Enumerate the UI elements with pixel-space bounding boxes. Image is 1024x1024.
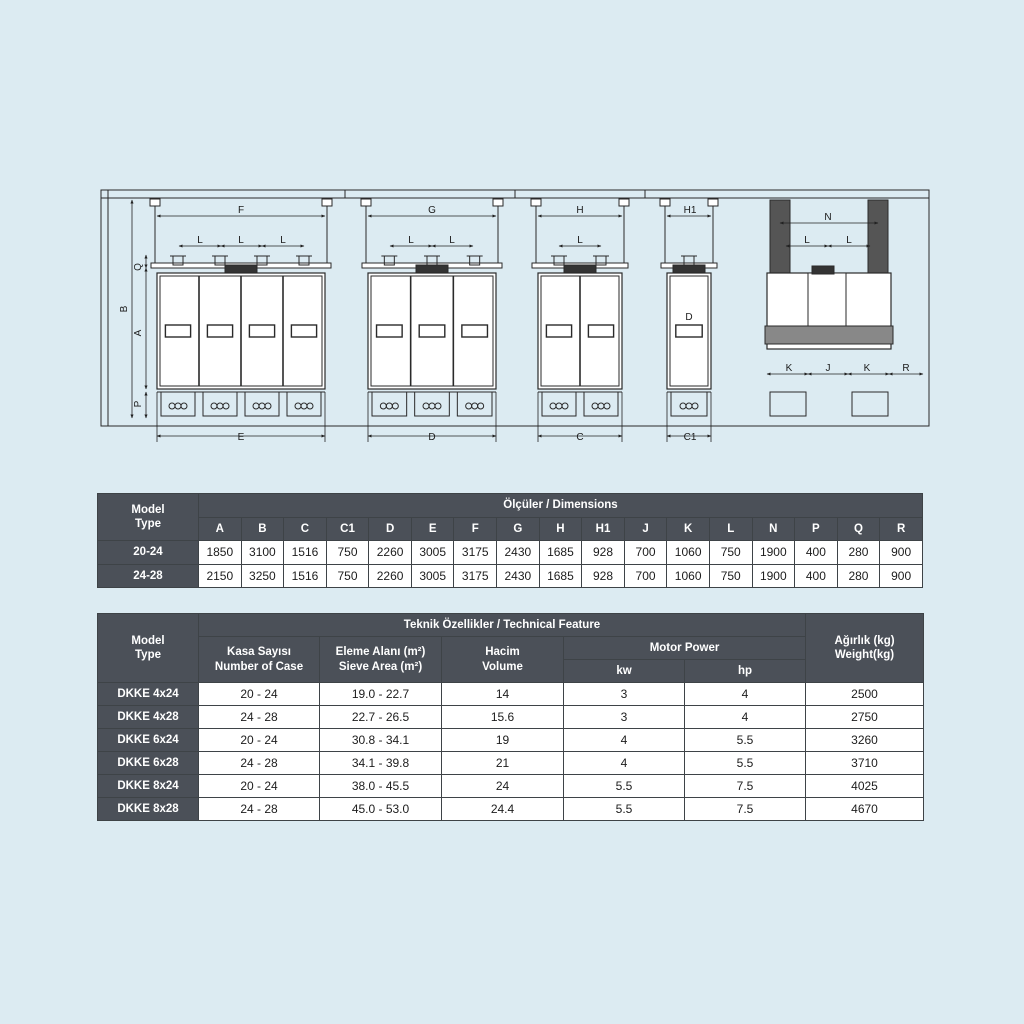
volume-cell: 24 <box>442 775 564 798</box>
sieve-area-header: Eleme Alanı (m²) Sieve Area (m²) <box>320 637 442 683</box>
weight-cell: 3710 <box>806 752 924 775</box>
base-bolt <box>175 403 181 409</box>
case-count-header: Kasa Sayısı Number of Case <box>199 637 320 683</box>
model-cell: DKKE 8x24 <box>98 775 199 798</box>
kw-header: kw <box>564 660 685 683</box>
dimension-value: 928 <box>582 541 625 565</box>
dimension-column-header: C1 <box>326 517 369 541</box>
side-foot <box>852 392 888 416</box>
sieve-cell: 34.1 - 39.8 <box>320 752 442 775</box>
hanger-clamp <box>150 199 160 206</box>
model-cell: DKKE 4x24 <box>98 683 199 706</box>
cases-cell: 24 - 28 <box>199 752 320 775</box>
base-foot <box>542 392 576 416</box>
dim-label: L <box>197 235 203 246</box>
dimension-value: 3250 <box>241 564 284 588</box>
base-bolt <box>478 403 484 409</box>
model-cell: DKKE 8x28 <box>98 798 199 821</box>
volume-cell: 24.4 <box>442 798 564 821</box>
dim-label: G <box>428 205 436 216</box>
dimension-column-header: C <box>284 517 327 541</box>
model-cell: DKKE 6x28 <box>98 752 199 775</box>
base-foot <box>415 392 450 416</box>
dimension-value: 1900 <box>752 541 795 565</box>
kw-cell: 4 <box>564 729 685 752</box>
dimension-value: 1685 <box>539 564 582 588</box>
weight-cell: 3260 <box>806 729 924 752</box>
base-bolt <box>181 403 187 409</box>
base-bolt <box>295 403 301 409</box>
base-bolt <box>259 403 265 409</box>
dim-label: D <box>685 312 693 323</box>
volume-cell: 19 <box>442 729 564 752</box>
dimension-column-header: J <box>624 517 667 541</box>
base-bolt <box>217 403 223 409</box>
base-bolt <box>550 403 556 409</box>
table-row <box>98 752 924 775</box>
dim-label: A <box>133 329 144 337</box>
dim-label: Q <box>133 263 144 271</box>
base-bolt <box>211 403 217 409</box>
model-cell: DKKE 6x24 <box>98 729 199 752</box>
dimension-value: 3005 <box>411 564 454 588</box>
dim-label: L <box>804 235 810 246</box>
base-bolt <box>604 403 610 409</box>
dim-label: P <box>133 400 144 408</box>
dimension-value: 750 <box>709 564 752 588</box>
dimension-value: 700 <box>624 564 667 588</box>
base-bolt <box>301 403 307 409</box>
dimension-value: 928 <box>582 564 625 588</box>
dimension-value: 750 <box>326 541 369 565</box>
dim-label: B <box>119 305 130 313</box>
base-bolt <box>562 403 568 409</box>
base-bolt <box>686 403 692 409</box>
dim-label: N <box>824 212 832 223</box>
model-cell: 20-24 <box>98 541 199 565</box>
base-bolt <box>598 403 604 409</box>
motor <box>673 265 705 273</box>
table-row <box>98 564 923 588</box>
motor <box>225 265 257 273</box>
weight-cell: 4025 <box>806 775 924 798</box>
dimension-value: 280 <box>837 541 880 565</box>
dim-label: C <box>576 432 584 443</box>
dimension-column-header: Q <box>837 517 880 541</box>
base-bolt <box>380 403 386 409</box>
hp-header: hp <box>685 660 806 683</box>
hanger-clamp <box>660 199 670 206</box>
base-bolt <box>307 403 313 409</box>
dimensions-title: Ölçüler / Dimensions <box>199 494 923 518</box>
table-row <box>98 798 924 821</box>
dim-label: L <box>280 235 286 246</box>
weight-cell: 2500 <box>806 683 924 706</box>
technical-drawing <box>0 0 1024 460</box>
motor <box>416 265 448 273</box>
dimension-column-header: P <box>795 517 838 541</box>
base-foot <box>287 392 321 416</box>
sieve-cell: 38.0 - 45.5 <box>320 775 442 798</box>
dimension-column-header: D <box>369 517 412 541</box>
hp-cell: 5.5 <box>685 729 806 752</box>
sieve-body <box>667 273 711 389</box>
dimension-value: 1516 <box>284 564 327 588</box>
base-foot <box>161 392 195 416</box>
cases-cell: 20 - 24 <box>199 729 320 752</box>
dimension-value: 2150 <box>199 564 242 588</box>
sieve-cell: 19.0 - 22.7 <box>320 683 442 706</box>
model-cell: 24-28 <box>98 564 199 588</box>
base-bolt <box>435 403 441 409</box>
dimension-column-header: K <box>667 517 710 541</box>
technical-table <box>97 613 924 821</box>
dim-label: E <box>237 432 245 443</box>
dimension-value: 750 <box>326 564 369 588</box>
dimension-column-header: G <box>497 517 540 541</box>
base-bolt <box>265 403 271 409</box>
dimension-value: 1060 <box>667 564 710 588</box>
model-cell: DKKE 4x28 <box>98 706 199 729</box>
kw-cell: 5.5 <box>564 775 685 798</box>
hp-cell: 7.5 <box>685 775 806 798</box>
volume-cell: 21 <box>442 752 564 775</box>
dimension-value: 3005 <box>411 541 454 565</box>
weight-cell: 2750 <box>806 706 924 729</box>
dim-label: C1 <box>683 432 697 443</box>
sieve-body <box>368 273 496 389</box>
dimension-value: 3175 <box>454 564 497 588</box>
model-type-header: Model Type <box>98 494 199 541</box>
base-foot <box>671 392 707 416</box>
dimension-value: 1900 <box>752 564 795 588</box>
base-foot <box>203 392 237 416</box>
base-foot <box>457 392 492 416</box>
volume-cell: 14 <box>442 683 564 706</box>
dimension-value: 280 <box>837 564 880 588</box>
dim-label: R <box>902 363 910 374</box>
base-foot <box>584 392 618 416</box>
dimension-value: 750 <box>709 541 752 565</box>
base-foot <box>245 392 279 416</box>
dimension-column-header: B <box>241 517 284 541</box>
kw-cell: 3 <box>564 683 685 706</box>
kw-cell: 5.5 <box>564 798 685 821</box>
hanger-clamp <box>531 199 541 206</box>
model-type-header: Model Type <box>98 614 199 683</box>
dim-label: J <box>825 363 831 374</box>
dimension-column-header: L <box>709 517 752 541</box>
base-bolt <box>429 403 435 409</box>
weight-cell: 4670 <box>806 798 924 821</box>
dimension-value: 2260 <box>369 564 412 588</box>
dimension-value: 1850 <box>199 541 242 565</box>
hp-cell: 7.5 <box>685 798 806 821</box>
dimension-value: 900 <box>880 541 923 565</box>
dimension-column-header: R <box>880 517 923 541</box>
dimension-value: 2430 <box>497 541 540 565</box>
dimension-value: 900 <box>880 564 923 588</box>
hanger-clamp <box>493 199 503 206</box>
table-row <box>98 541 923 565</box>
hp-cell: 4 <box>685 683 806 706</box>
dim-label: D <box>428 432 436 443</box>
dimension-value: 1516 <box>284 541 327 565</box>
dim-label: K <box>863 363 871 374</box>
motor <box>564 265 596 273</box>
volume-cell: 15.6 <box>442 706 564 729</box>
base-bolt <box>386 403 392 409</box>
weight-header: Ağırlık (kg) Weight(kg) <box>806 614 924 683</box>
kw-cell: 3 <box>564 706 685 729</box>
sieve-cell: 22.7 - 26.5 <box>320 706 442 729</box>
base-bolt <box>472 403 478 409</box>
hp-cell: 5.5 <box>685 752 806 775</box>
dimension-value: 3175 <box>454 541 497 565</box>
table-row <box>98 706 924 729</box>
table-row <box>98 775 924 798</box>
dimension-column-header: A <box>199 517 242 541</box>
cases-cell: 24 - 28 <box>199 706 320 729</box>
dimension-value: 1685 <box>539 541 582 565</box>
side-beam <box>765 326 893 344</box>
dimension-value: 400 <box>795 541 838 565</box>
dimension-value: 2260 <box>369 541 412 565</box>
base-bolt <box>680 403 686 409</box>
base-bolt <box>592 403 598 409</box>
side-center-box <box>808 273 846 327</box>
base-bolt <box>253 403 259 409</box>
side-foot <box>770 392 806 416</box>
dimension-column-header: H <box>539 517 582 541</box>
cases-cell: 24 - 28 <box>199 798 320 821</box>
table-row <box>98 683 924 706</box>
motor <box>812 266 834 274</box>
dimension-value: 2430 <box>497 564 540 588</box>
hanger-clamp <box>322 199 332 206</box>
base-bolt <box>223 403 229 409</box>
dim-label: L <box>408 235 414 246</box>
table-row <box>98 729 924 752</box>
dimension-column-header: E <box>411 517 454 541</box>
dim-label: L <box>846 235 852 246</box>
dim-label: K <box>785 363 793 374</box>
base-foot <box>372 392 407 416</box>
dim-label: H1 <box>683 205 697 216</box>
dim-label: L <box>238 235 244 246</box>
dim-label: L <box>449 235 455 246</box>
hp-cell: 4 <box>685 706 806 729</box>
hanger-clamp <box>619 199 629 206</box>
dimension-value: 1060 <box>667 541 710 565</box>
dimension-value: 3100 <box>241 541 284 565</box>
dimension-value: 700 <box>624 541 667 565</box>
dim-label: H <box>576 205 584 216</box>
dimension-column-header: N <box>752 517 795 541</box>
sieve-cell: 45.0 - 53.0 <box>320 798 442 821</box>
dimension-column-header: F <box>454 517 497 541</box>
technical-title: Teknik Özellikler / Technical Feature <box>199 614 806 637</box>
base-bolt <box>169 403 175 409</box>
cases-cell: 20 - 24 <box>199 775 320 798</box>
kw-cell: 4 <box>564 752 685 775</box>
base-bolt <box>556 403 562 409</box>
hanger-clamp <box>361 199 371 206</box>
dim-label: F <box>237 205 245 216</box>
motor-power-header: Motor Power <box>564 637 806 660</box>
sieve-cell: 30.8 - 34.1 <box>320 729 442 752</box>
volume-header: Hacim Volume <box>442 637 564 683</box>
cases-cell: 20 - 24 <box>199 683 320 706</box>
dimension-value: 400 <box>795 564 838 588</box>
base-bolt <box>466 403 472 409</box>
base-bolt <box>692 403 698 409</box>
base-bolt <box>392 403 398 409</box>
dim-label: L <box>577 235 583 246</box>
dimension-column-header: H1 <box>582 517 625 541</box>
dimensions-table <box>97 493 923 588</box>
base-bolt <box>423 403 429 409</box>
hanger-clamp <box>708 199 718 206</box>
